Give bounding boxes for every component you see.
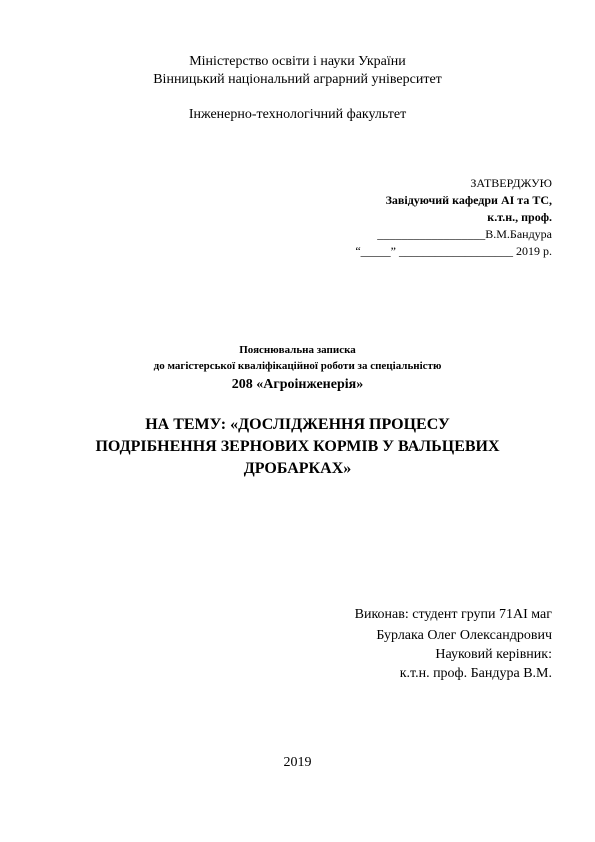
year: 2019: [283, 755, 312, 770]
ministry-line: Міністерство освіти і науки України: [189, 54, 406, 69]
date-line: “_____” ___________________ 2019 р.: [355, 244, 552, 258]
degree-line: к.т.н., проф.: [487, 210, 552, 224]
specialty-line: 208 «Агроінженерія»: [231, 377, 364, 392]
signature-line: __________________В.М.Бандура: [377, 227, 552, 241]
topic-line-3: ДРОБАРКАХ»: [243, 460, 352, 477]
approve-word: ЗАТВЕРДЖУЮ: [470, 176, 552, 190]
university-line: Вінницький національний аграрний університет: [153, 72, 442, 87]
note-title: Пояснювальна записка: [239, 344, 356, 356]
head-line: Завідуючий кафедри АІ та ТС,: [385, 193, 552, 207]
topic-line-2: ПОДРІБНЕННЯ ЗЕРНОВИХ КОРМІВ У ВАЛЬЦЕВИХ: [95, 438, 500, 455]
note-subtitle: до магістерської кваліфікаційної роботи за спеціальністю: [153, 360, 442, 372]
supervisor-label: Науковий керівник:: [435, 647, 552, 662]
author-name: Бурлака Олег Олександрович: [376, 628, 552, 643]
topic-line-1: НА ТЕМУ: «ДОСЛІДЖЕННЯ ПРОЦЕСУ: [145, 416, 450, 433]
performed-line: Виконав: студент групи 71АІ маг: [354, 607, 552, 622]
faculty-line: Інженерно-технологічний факультет: [188, 107, 407, 122]
supervisor-name: к.т.н. проф. Бандура В.М.: [399, 666, 552, 681]
approval-block: [355, 175, 552, 260]
